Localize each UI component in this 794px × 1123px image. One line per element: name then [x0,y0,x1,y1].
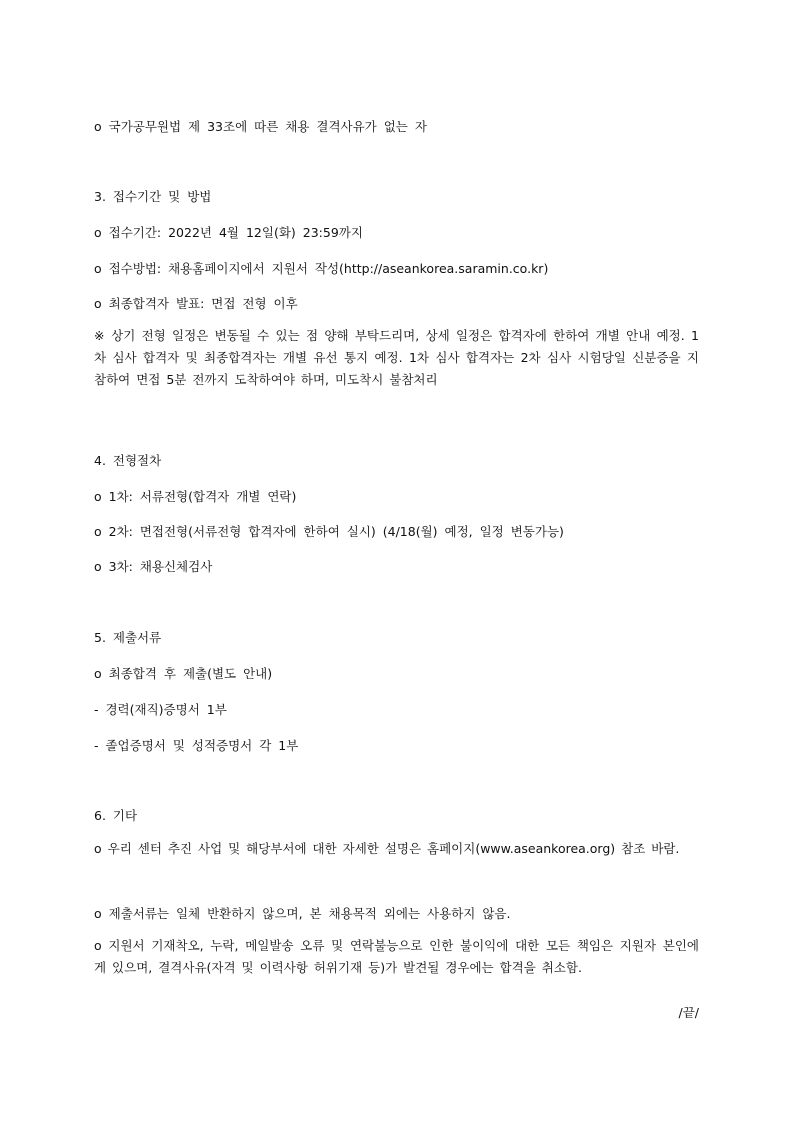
screening-step-3: o 3차: 채용신체검사 [94,559,213,574]
section6-heading: 6. 기타 [94,808,138,823]
other-item-3: o 지원서 기재착오, 누락, 메일발송 오류 및 연락불능으로 인한 불이익에 대한 모든 책임은 지원자 본인에게 있으며, 결격사유(자격 및 이력사항 허위기재 등)가 발견될 경우에는 합격을 취소함. [94,938,699,975]
final-announcement: o 최종합격자 발표: 면접 전형 이후 [94,296,298,311]
document-item-2: - 졸업증명서 및 성적증명서 각 1부 [94,738,299,753]
section5-heading: 5. 제출서류 [94,630,162,645]
qualification-item: o 국가공무원법 제 33조에 따른 채용 결격사유가 없는 자 [94,119,427,134]
screening-step-1: o 1차: 서류전형(합격자 개별 연락) [94,489,297,504]
application-period: o 접수기간: 2022년 4월 12일(화) 23:59까지 [94,225,363,240]
end-mark: /끝/ [678,1005,699,1020]
section3-heading: 3. 접수기간 및 방법 [94,189,212,204]
other-item-2: o 제출서류는 일체 반환하지 않으며, 본 채용목적 외에는 사용하지 않음. [94,906,511,921]
documents-intro: o 최종합격 후 제출(별도 안내) [94,666,273,681]
document-item-1: - 경력(재직)증명서 1부 [94,702,227,717]
application-method: o 접수방법: 채용홈페이지에서 지원서 작성(http://aseankorea.saramin.co.kr) [94,261,549,276]
section4-heading: 4. 전형절차 [94,453,162,468]
other-item-1: o 우리 센터 추진 사업 및 해당부서에 대한 자세한 설명은 홈페이지(www.aseankorea.org) 참조 바람. [94,841,680,856]
schedule-note: ※ 상기 전형 일정은 변동될 수 있는 점 양해 부탁드리며, 상세 일정은 합격자에 한하여 개별 안내 예정. 1차 심사 합격자 및 최종합격자는 개별 유선 통지 예정. 1차 심사 합격자는 2차 심사 시험당일 신분증을 지참하여 면접 5분 전까지 도착하여야 하며, 미도착시 불참처리 [94,328,699,387]
screening-step-2: o 2차: 면접전형(서류전형 합격자에 한하여 실시) (4/18(월) 예정, 일정 변동가능) [94,524,564,539]
